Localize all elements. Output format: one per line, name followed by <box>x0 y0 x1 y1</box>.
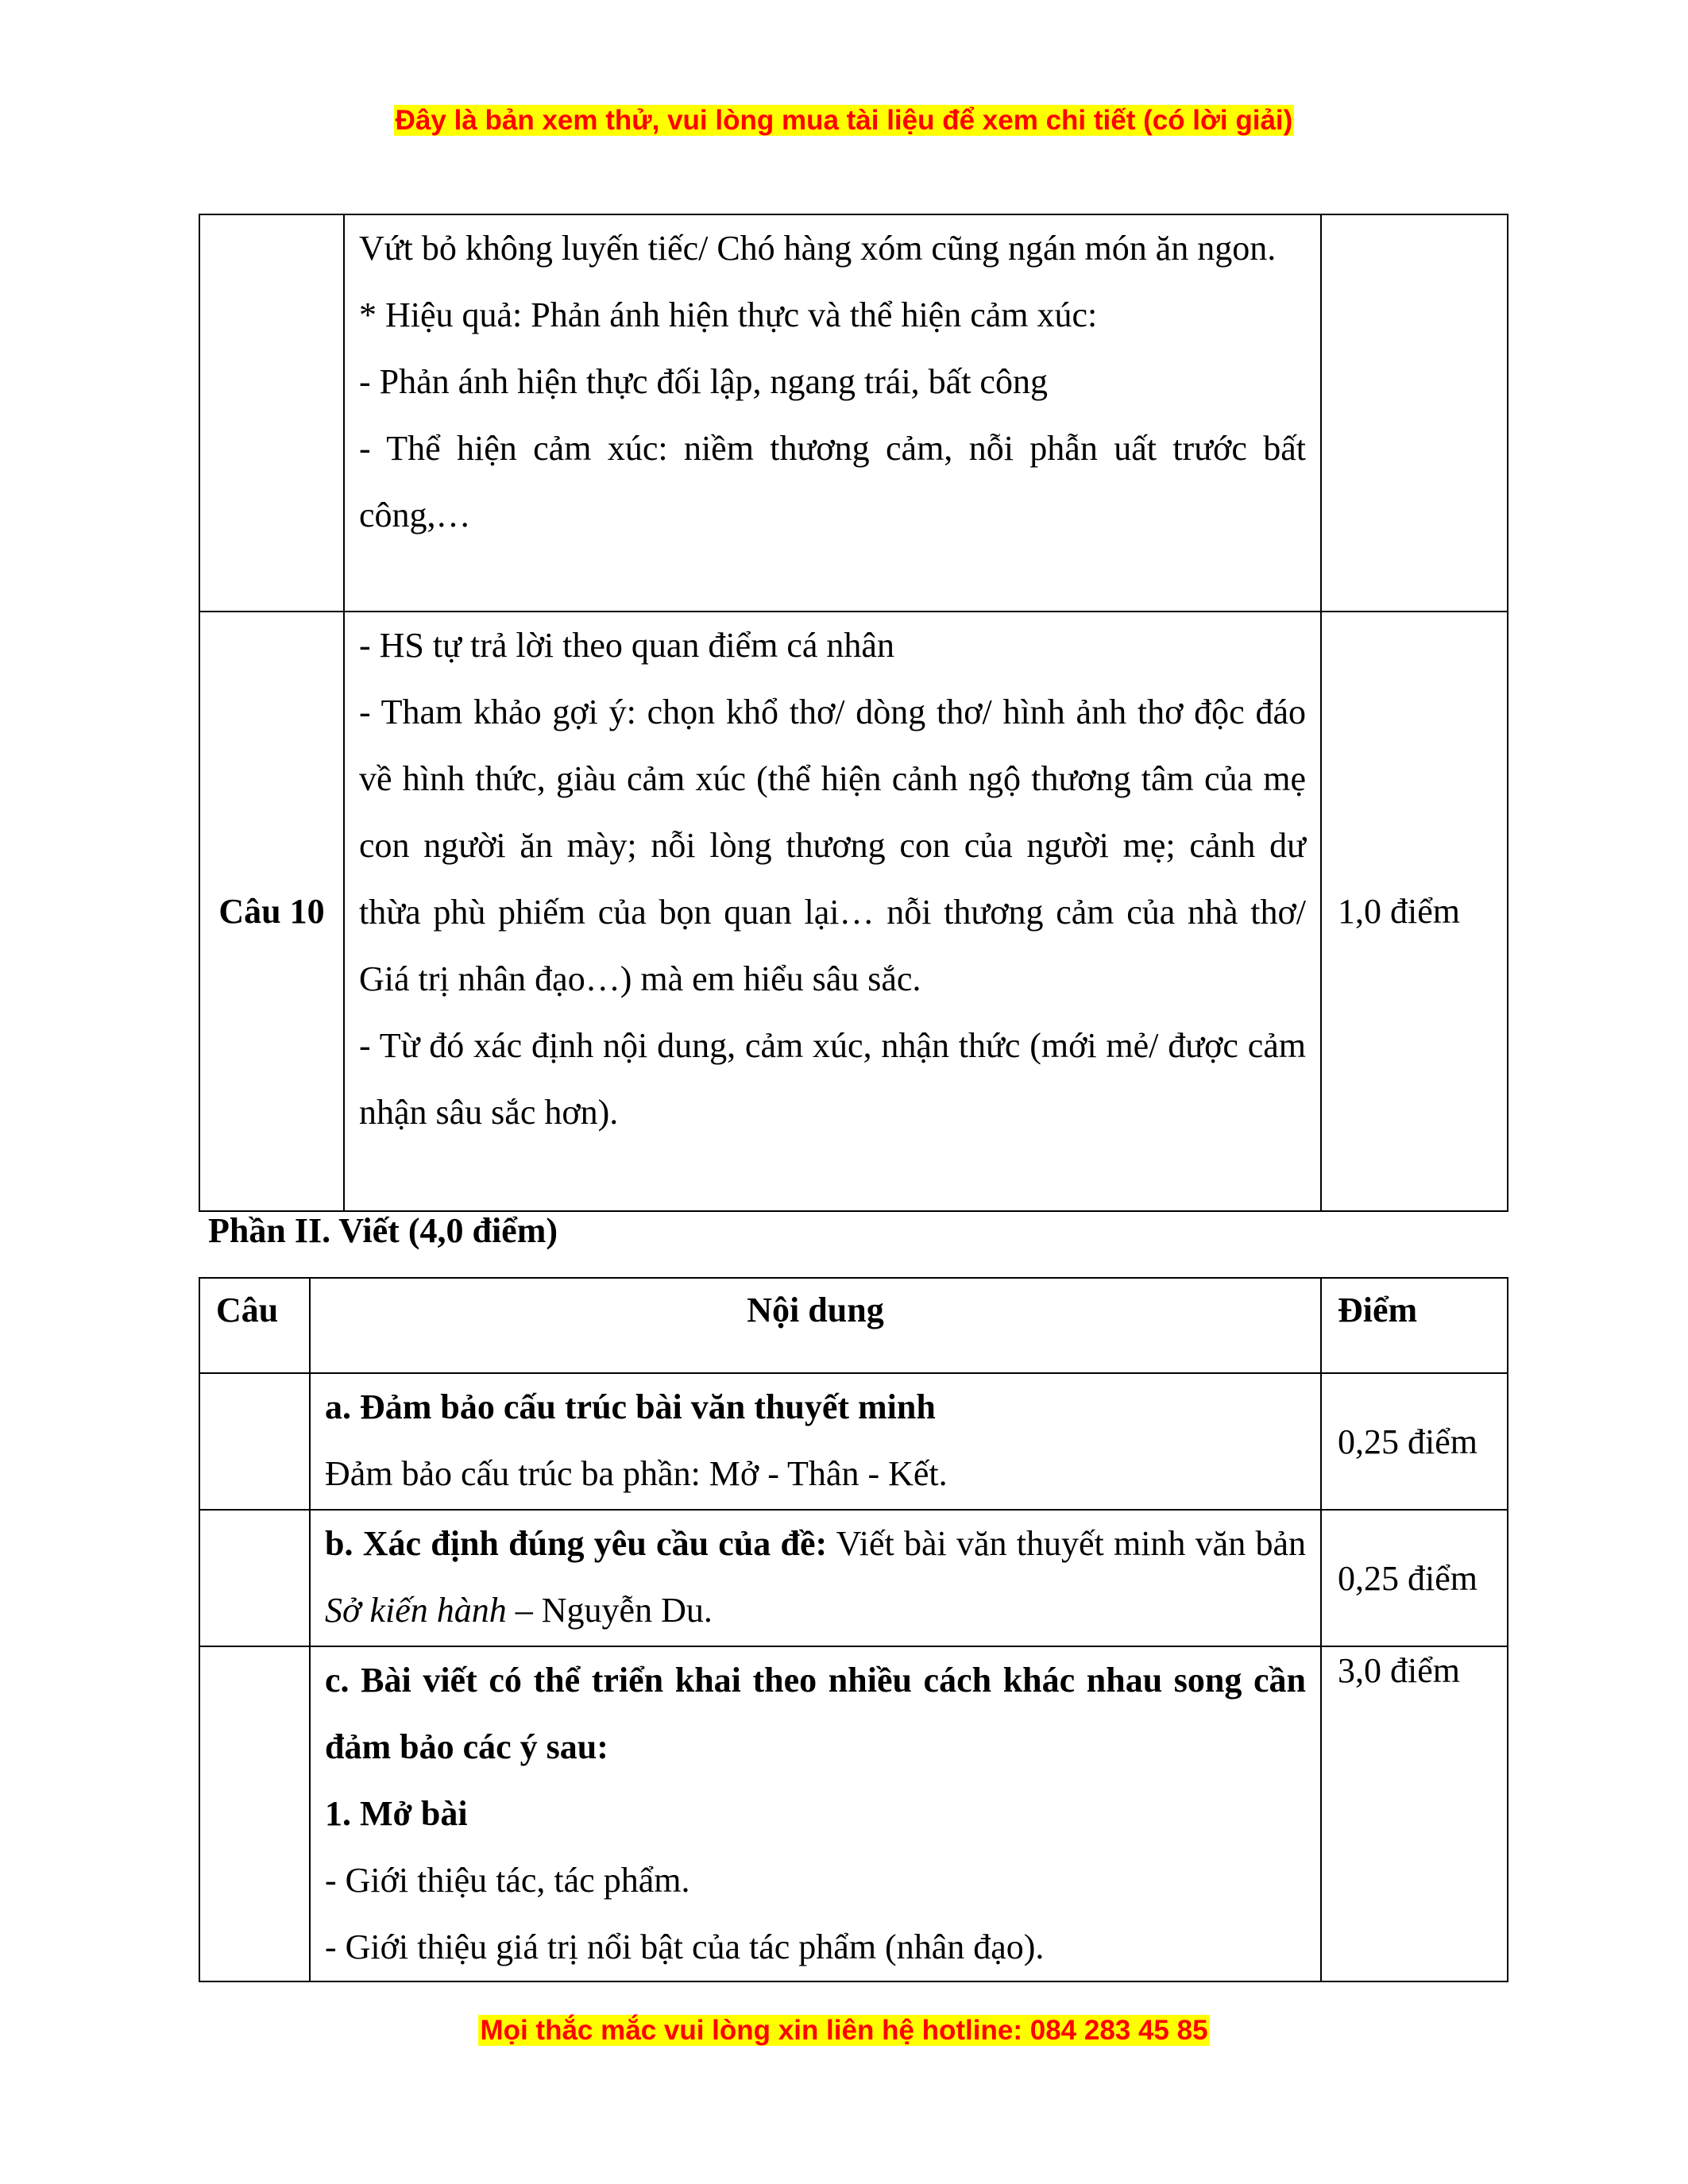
table-row <box>199 612 1508 1211</box>
hotline-notice-text: Mọi thắc mắc vui lòng xin liên hệ hotline: 084 283 45 85 <box>480 2015 1208 2046</box>
score-cell <box>1321 214 1508 612</box>
subheading: 1. Mở bài <box>325 1794 468 1833</box>
table-row <box>199 1373 1508 1510</box>
writing-rubric-table <box>199 1277 1508 1982</box>
content-line: - HS tự trả lời theo quan điểm cá nhân <box>359 626 894 665</box>
criterion-cell <box>310 1510 1321 1646</box>
work-title: Sở kiến hành <box>325 1591 507 1630</box>
content-line: - Tham khảo gợi ý: chọn khổ thơ/ dòng thơ/ hình ảnh thơ độc đáo về hình thức, giàu cảm xúc (thể hiện cảnh ngộ thương tâm của mẹ con người ăn mày; nỗi lòng thương con của người mẹ; cảnh dư thừa phù phiếm của bọn quan lại… nỗi thương cảm của nhà thơ/ Giá trị nhân đạo…) mà em hiểu sâu sắc. <box>359 693 1306 998</box>
content-line: * Hiệu quả: Phản ánh hiện thực và thể hiện cảm xúc: <box>359 295 1098 334</box>
criterion-title: c. Bài viết có thể triển khai theo nhiều cách khác nhau song cần đảm bảo các ý sau: <box>325 1661 1306 1766</box>
score-value: 1,0 điểm <box>1321 612 1508 1211</box>
question-cell <box>199 1646 310 1981</box>
preview-notice <box>0 103 1688 138</box>
question-cell <box>199 1510 310 1646</box>
score-value: 0,25 điểm <box>1321 1373 1508 1510</box>
question-cell <box>199 1373 310 1510</box>
list-item: - Giới thiệu tác, tác phẩm. <box>325 1861 690 1900</box>
score-value: 3,0 điểm <box>1321 1646 1508 1981</box>
hotline-notice <box>0 2013 1688 2048</box>
content-line: Vứt bỏ không luyến tiếc/ Chó hàng xóm cũng ngán món ăn ngon. <box>359 229 1277 268</box>
table-row <box>199 1510 1508 1646</box>
table-row <box>199 1646 1508 1981</box>
question-cell <box>199 214 344 612</box>
criterion-text: Viết bài văn thuyết minh văn bản <box>827 1524 1306 1563</box>
column-header-score: Điểm <box>1321 1278 1508 1373</box>
criterion-cell <box>310 1646 1321 1981</box>
criterion-title: b. Xác định đúng yêu cầu của đề: <box>325 1524 828 1563</box>
criterion-text: – Nguyễn Du. <box>506 1591 713 1630</box>
table-row <box>199 214 1508 612</box>
criterion-text: Đảm bảo cấu trúc ba phần: Mở - Thân - Kết. <box>325 1454 948 1493</box>
criterion-cell <box>310 1373 1321 1510</box>
content-line: - Từ đó xác định nội dung, cảm xúc, nhận thức (mới mẻ/ được cảm nhận sâu sắc hơn). <box>359 1026 1306 1132</box>
preview-notice-text: Đây là bản xem thử, vui lòng mua tài liệu để xem chi tiết (có lời giải) <box>395 105 1293 136</box>
content-line: - Phản ánh hiện thực đối lập, ngang trái, bất công <box>359 362 1048 401</box>
section-heading: Phần II. Viết (4,0 điểm) <box>208 1211 558 1250</box>
answer-content-cell <box>344 612 1321 1211</box>
answer-content-cell <box>344 214 1321 612</box>
score-value: 0,25 điểm <box>1321 1510 1508 1646</box>
answer-table-part1 <box>199 214 1508 1212</box>
column-header-content: Nội dung <box>310 1278 1321 1373</box>
list-item: - Giới thiệu giá trị nổi bật của tác phẩm (nhân đạo). <box>325 1927 1045 1966</box>
column-header-question: Câu <box>199 1278 310 1373</box>
content-line: - Thể hiện cảm xúc: niềm thương cảm, nỗi phẫn uất trước bất công,… <box>359 429 1306 534</box>
criterion-title: a. Đảm bảo cấu trúc bài văn thuyết minh <box>325 1387 936 1426</box>
table-header-row <box>199 1278 1508 1373</box>
question-label: Câu 10 <box>199 612 344 1211</box>
